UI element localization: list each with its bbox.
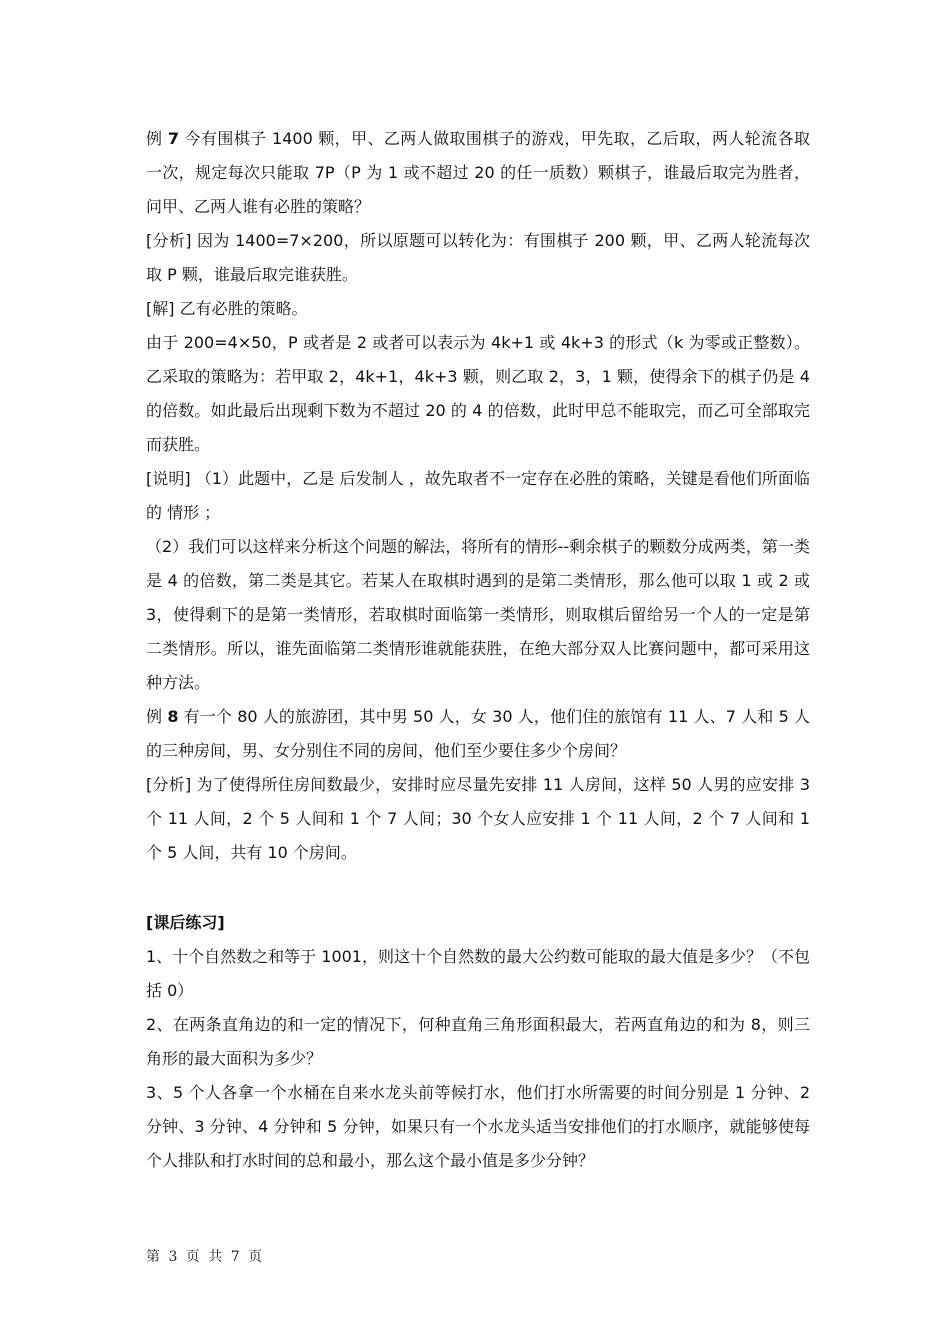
page-footer: 第 3 页 共 7 页 <box>146 1249 265 1265</box>
document-body <box>146 122 810 1178</box>
exercise-item-2: 2、在两条直角边的和一定的情况下，何种直角三角形面积最大，若两直角边的和为 8，则三角形的最大面积为多少？ <box>146 1015 810 1068</box>
exercises-title: [课后练习] <box>146 913 225 932</box>
example-8-label-prefix: 例 <box>146 707 163 726</box>
exercise-item-3: 3、5 个人各拿一个水桶在自来水龙头前等候打水，他们打水所需要的时间分别是 1 分钟、2 分钟、3 分钟、4 分钟和 5 分钟，如果只有一个水龙头适当安排他们的打水顺序，就能够使每个人排队和打水时间的总和最小，那么这个最小值是多少分钟？ <box>146 1083 810 1170</box>
example-7-body: 由于 200=4×50，P 或者是 2 或者可以表示为 4k+1 或 4k+3 的形式（k 为零或正整数）。乙采取的策略为：若甲取 2，4k+1，4k+3 颗，则乙取 2，3，1 颗，使得余下的棋子仍是 4 的倍数。如此最后出现剩下数为不超过 20 的 4 的倍数，此时甲总不能取完，而乙可全部取完而获胜。 <box>146 333 810 454</box>
example-7-question <box>146 122 810 224</box>
example-7-label-prefix: 例 <box>146 129 163 148</box>
example-7-question-text: 今有围棋子 1400 颗，甲、乙两人做取围棋子的游戏，甲先取，乙后取，两人轮流各取一次，规定每次只能取 7P（P 为 1 或不超过 20 的任一质数）颗棋子，谁最后取完为胜者，问甲、乙两人谁有必胜的策略？ <box>146 129 810 216</box>
example-8-question <box>146 700 810 768</box>
example-8-label-number: 8 <box>167 707 179 726</box>
example-7-note-2: （2）我们可以这样来分析这个问题的解法，将所有的情形--剩余棋子的颗数分成两类，第一类是 4 的倍数，第二类是其它。若某人在取棋时遇到的是第二类情形，那么他可以取 1 或 2 或 3，使得剩下的是第一类情形，若取棋时面临第一类情形，则取棋后留给另一个人的一定是第二类情形。所以，谁先面临第二类情形谁就能获胜，在绝大部分双人比赛问题中，都可采用这种方法。 <box>146 537 810 692</box>
example-7-analysis: [分析] 因为 1400=7×200，所以原题可以转化为：有围棋子 200 颗，甲、乙两人轮流每次取 P 颗，谁最后取完谁获胜。 <box>146 231 810 284</box>
example-7-solution: [解] 乙有必胜的策略。 <box>146 299 308 318</box>
example-8-analysis: [分析] 为了使得所住房间数最少，安排时应尽量先安排 11 人房间，这样 50 人男的应安排 3 个 11 人间，2 个 5 人间和 1 个 7 人间；30 个女人应安排 1 个 11 人间，2 个 7 人间和 1 个 5 人间，共有 10 个房间。 <box>146 775 810 862</box>
example-7-note-1: [说明] （1）此题中，乙是 后发制人 ，故先取者不一定存在必胜的策略，关键是看他们所面临的 情形 ； <box>146 469 810 522</box>
example-8-question-text: 有一个 80 人的旅游团，其中男 50 人，女 30 人，他们住的旅馆有 11 人、7 人和 5 人的三种房间，男、女分别住不同的房间，他们至少要住多少个房间？ <box>146 707 810 760</box>
exercise-item-1: 1、十个自然数之和等于 1001，则这十个自然数的最大公约数可能取的最大值是多少？（不包括 0） <box>146 947 810 1000</box>
example-7-label-number: 7 <box>167 129 180 148</box>
section-spacer <box>146 870 810 906</box>
